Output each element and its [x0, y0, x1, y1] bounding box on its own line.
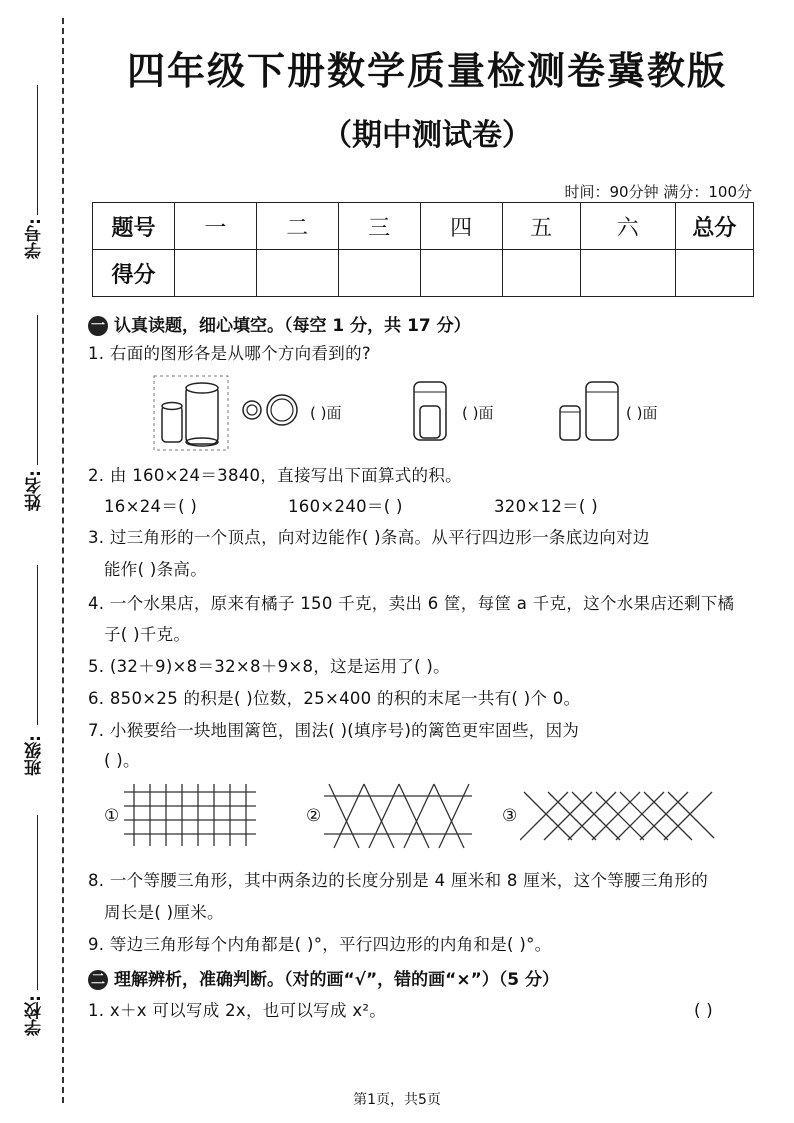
table-cell: 六: [580, 203, 675, 250]
name-label: 姓名:: [25, 470, 45, 511]
fence-option-2-label: ②: [306, 806, 322, 826]
q2-1-answer-paren[interactable]: ( ): [694, 1001, 714, 1020]
page-subtitle: （期中测试卷）: [322, 118, 532, 153]
table-cell: 题号: [93, 203, 175, 250]
question-1-4-line1: 4. 一个水果店，原来有橘子 150 千克，卖出 6 筐，每筐 a 千克，这个水果店还剩下橘: [88, 594, 735, 613]
table-cell: 三: [338, 203, 420, 250]
front-view-figure: [414, 382, 446, 440]
page-number: 第1页，共5页: [353, 1092, 441, 1108]
name-line: [37, 315, 38, 465]
fence-grid-figure: [122, 782, 262, 848]
question-1-9: 9. 等边三角形每个内角都是( )°，平行四边形的内角和是( )°。: [88, 935, 552, 954]
question-1-2: 2. 由 160×24＝3840，直接写出下面算式的积。: [88, 466, 462, 485]
section1-heading-text: 认真读题，细心填空。（每空 1 分，共 17 分）: [114, 316, 471, 336]
question-1-6: 6. 850×25 的积是( )位数，25×400 的积的末尾一共有( )个 0。: [88, 689, 581, 708]
score-input-cell[interactable]: [338, 250, 420, 297]
question-1-5: 5. (32＋9)×8＝32×8＋9×8，这是运用了( )。: [88, 657, 450, 676]
table-cell: 二: [256, 203, 338, 250]
side-view-figure: [560, 382, 618, 440]
school-line: [37, 815, 38, 990]
cut-line: [62, 18, 64, 1103]
page-title: 四年级下册数学质量检测卷冀教版: [126, 49, 727, 93]
question-1-8-line1: 8. 一个等腰三角形，其中两条边的长度分别是 4 厘米和 8 厘米，这个等腰三角形的: [88, 871, 709, 890]
question-1-3-line2: 能作( )条高。: [104, 560, 208, 579]
table-cell: 总分: [675, 203, 753, 250]
question-1-8-line2: 周长是( )厘米。: [104, 903, 224, 922]
question-2-1: 1. x＋x 可以写成 2x，也可以写成 x²。: [88, 1001, 387, 1020]
section1-heading: [88, 311, 471, 336]
time-score-info: 时间：90分钟 满分：100分: [564, 183, 752, 201]
table-cell: 得分: [93, 250, 175, 297]
score-table-score-row: [93, 250, 754, 297]
question-1-7-line1: 7. 小猴要给一块地围篱笆，围法( )(填序号)的篱笆更牢固些，因为: [88, 721, 580, 740]
q1-answer-blank-3[interactable]: ( )面: [626, 404, 658, 422]
question-1-7-line2: ( )。: [104, 751, 140, 770]
score-input-cell[interactable]: [580, 250, 675, 297]
fence-triangle-figure: [324, 782, 474, 850]
q2-part-c[interactable]: 320×12＝( ): [494, 497, 598, 516]
school-label: 学校:: [25, 995, 45, 1036]
score-input-cell[interactable]: [675, 250, 753, 297]
q2-part-b[interactable]: 160×240＝( ): [288, 497, 403, 516]
top-view-circles: [243, 395, 297, 425]
question-1-1: 1. 右面的图形各是从哪个方向看到的?: [88, 344, 371, 363]
fence-option-1-label: ①: [104, 806, 120, 826]
question-1-3-line1: 3. 过三角形的一个顶点，向对边能作( )条高。从平行四边形一条底边向对边: [88, 528, 650, 547]
fence-option-3-label: ③: [502, 806, 518, 826]
class-label: 班级:: [25, 735, 45, 776]
score-input-cell[interactable]: [420, 250, 502, 297]
table-cell: 四: [420, 203, 502, 250]
table-cell: 一: [174, 203, 256, 250]
score-table: [92, 202, 754, 297]
section2-heading: [88, 965, 559, 990]
q2-part-a[interactable]: 16×24＝( ): [104, 497, 198, 516]
section2-heading-text: 理解辨析，准确判断。（对的画“√”，错的画“×”）（5 分）: [114, 970, 560, 990]
score-table-header-row: [93, 203, 754, 250]
fence-diamond-figure: [520, 790, 716, 842]
student-id-label: 学号:: [25, 218, 45, 259]
score-input-cell[interactable]: [502, 250, 580, 297]
score-input-cell[interactable]: [174, 250, 256, 297]
q1-answer-blank-2[interactable]: ( )面: [462, 404, 494, 422]
table-cell: 五: [502, 203, 580, 250]
class-line: [37, 565, 38, 725]
section2-badge: 二: [88, 970, 108, 990]
score-input-cell[interactable]: [256, 250, 338, 297]
view-figures: [150, 372, 750, 454]
question-1-4-line2: 子( )千克。: [104, 625, 191, 644]
section1-badge: 一: [88, 316, 108, 336]
q1-answer-blank-1[interactable]: ( )面: [310, 404, 342, 422]
solid-figure: [154, 376, 228, 450]
